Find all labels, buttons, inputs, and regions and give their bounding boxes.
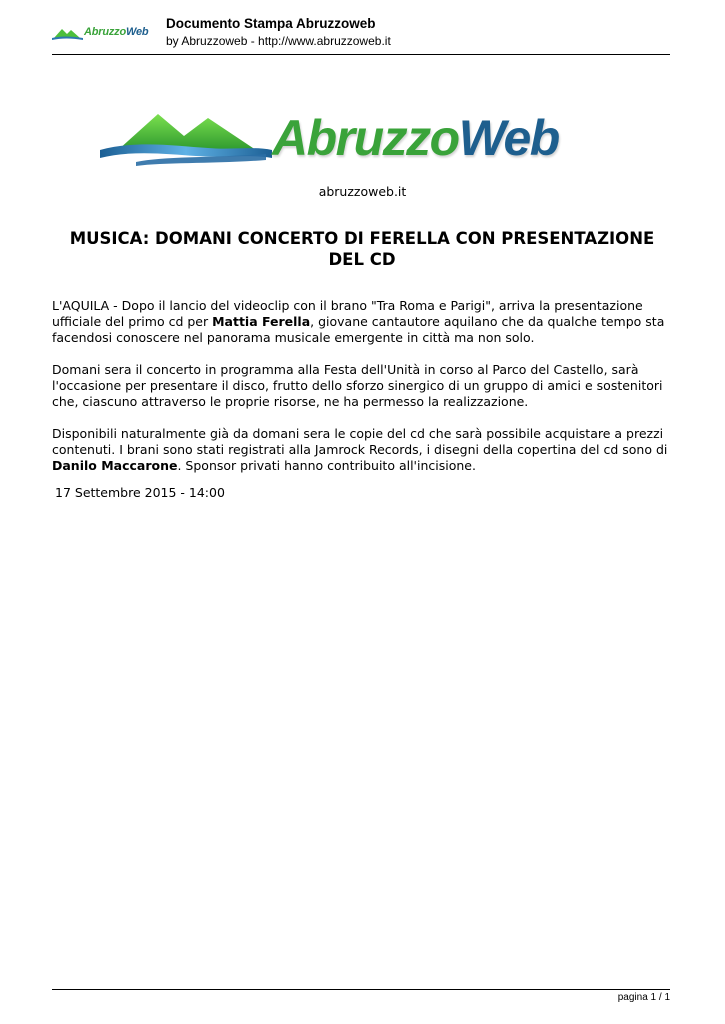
abruzzoweb-banner-logo bbox=[96, 106, 606, 172]
article-body bbox=[52, 298, 674, 490]
header-subtitle: by Abruzzoweb - http://www.abruzzoweb.it bbox=[166, 34, 391, 48]
paragraph-2: Domani sera il concerto in programma alla Festa dell'Unità in corso al Parco del Castello, sarà l'occasione per presentare il disco, frutto dello sforzo sinergico di un gruppo di amici e sostenitori che, ciascuno attraverso le proprie risorse, ne ha permesso la realizzazione. bbox=[52, 362, 663, 409]
artist-name: Mattia Ferella bbox=[212, 314, 311, 329]
article-date: 17 Settembre 2015 - 14:00 bbox=[55, 485, 225, 500]
header-title: Documento Stampa Abruzzoweb bbox=[166, 16, 376, 31]
print-footer bbox=[52, 989, 670, 1003]
mountain-river-logo-icon bbox=[96, 106, 276, 172]
site-name: abruzzoweb.it bbox=[318, 184, 407, 199]
mountain-logo-icon bbox=[52, 26, 84, 42]
paragraph-1: L'AQUILA - Dopo il lancio del videoclip con il brano "Tra Roma e Parigi", arriva la presentazione ufficiale del primo cd per Mattia Ferella, giovane cantautore aquilano che da qualche tempo sta facendosi conoscere nel panorama musicale emergente in città ma non solo. bbox=[52, 298, 665, 345]
print-header bbox=[52, 14, 670, 55]
illustrator-name: Danilo Maccarone bbox=[52, 458, 178, 473]
paragraph-3: Disponibili naturalmente già da domani sera le copie del cd che sarà possibile acquistare a prezzi contenuti. I brani sono stati registrati alla Jamrock Records, i disegni della copertina del cd sono di Danilo Maccarone. Sponsor privati hanno contribuito all'incisione. bbox=[52, 426, 668, 473]
article-title: MUSICA: DOMANI CONCERTO DI FERELLA CON PRESENTAZIONE DEL CD bbox=[69, 229, 655, 269]
abruzzoweb-small-logo bbox=[52, 24, 152, 46]
page-number: pagina 1 / 1 bbox=[617, 992, 670, 1003]
banner-wordmark: AbruzzoWeb bbox=[272, 110, 559, 166]
small-logo-wordmark: AbruzzoWeb bbox=[84, 26, 149, 38]
